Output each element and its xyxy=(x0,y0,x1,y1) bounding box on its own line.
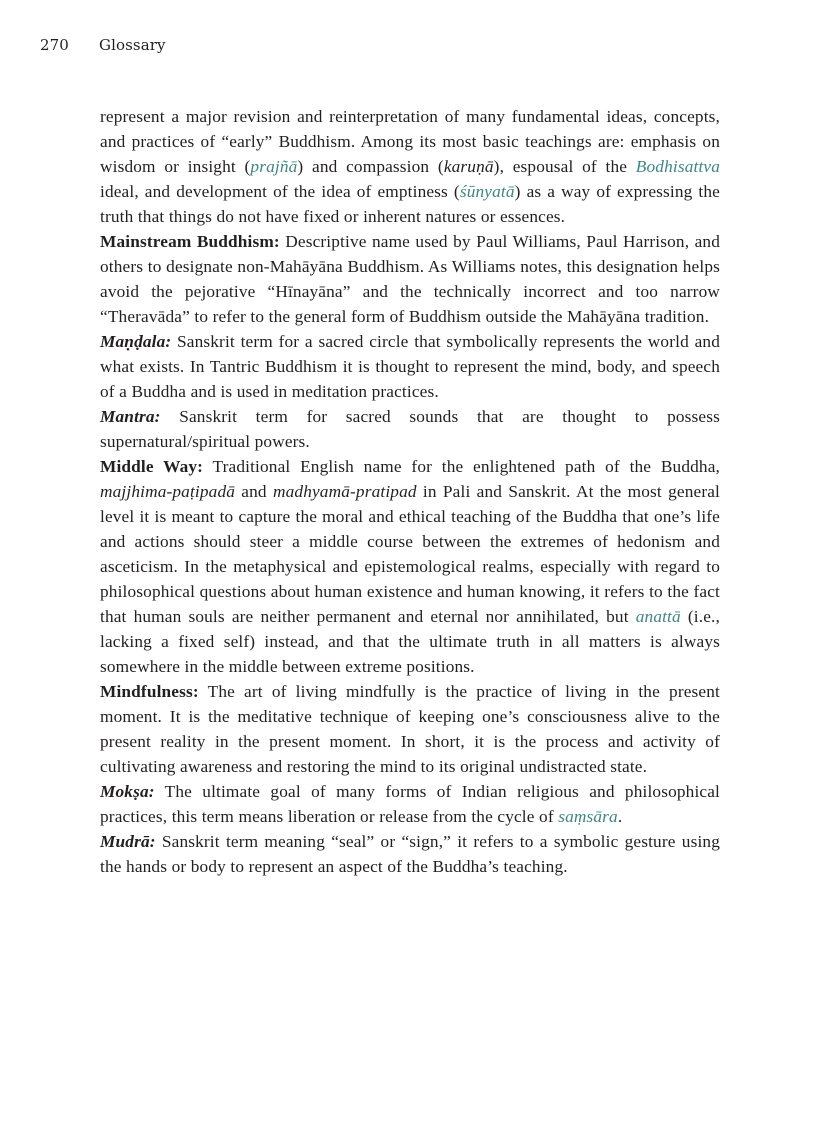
entry-definition: The art of living mindfully is the practice of living in the present moment. It is the meditative technique of keeping one’s consciousness alive to the present reality in the present moment. In short, it is the process and activity of cultivating awareness and restoring the mind to its original undistracted state. xyxy=(100,682,720,776)
glossary-entry-mandala xyxy=(100,329,720,404)
glossary-entry-mainstream-buddhism xyxy=(100,229,720,329)
entry-term: Mudrā: xyxy=(100,832,156,851)
entry-definition: in Pali and Sanskrit. At the most general level it is meant to capture the moral and ethical teaching of the Buddha that one’s life and actions should steer a middle course between the extremes of hedonism and asceticism. In the metaphysical and epistemological realms, especially with regard to philosophical questions about human existence and human knowing, it refers to the fact that human souls are neither permanent and eternal nor annihilated, but xyxy=(100,482,720,626)
entry-text: ), espousal of the xyxy=(493,157,636,176)
entry-term: Middle Way: xyxy=(100,457,204,476)
glossary-entry-mantra xyxy=(100,404,720,454)
entry-text: ) and compassion ( xyxy=(297,157,444,176)
entry-text: ideal, and development of the idea of emptiness ( xyxy=(100,182,460,201)
cross-reference-prajna[interactable]: prajñā xyxy=(250,157,298,176)
entry-definition: Sanskrit term for a sacred circle that symbolically represents the world and what exists. In Tantric Buddhism it is thought to represent the mind, body, and speech of a Buddha and is used in meditation practices. xyxy=(100,332,720,401)
running-head xyxy=(40,36,166,54)
entry-definition: (i.e., lacking a fixed self) instead, and that the ultimate truth in all matters is always somewhere in the middle between extreme positions. xyxy=(100,607,720,676)
entry-definition: Traditional English name for the enlightened path of the Buddha, xyxy=(203,457,720,476)
glossary-entry-moksa xyxy=(100,779,720,829)
running-title: Glossary xyxy=(99,36,166,54)
glossary-entry-mindfulness xyxy=(100,679,720,779)
entry-text: represent a major revision and reinterpretation of many fundamental ideas, concepts, and practices of “early” Buddhism. Among its most basic teachings are: emphasis on wisdom or insight ( xyxy=(100,107,720,176)
italic-term-majjhima-patipada: majjhima-paṭipadā xyxy=(100,482,236,501)
entry-text: ) as a way of expressing the truth that things do not have fixed or inherent natures or essences. xyxy=(100,182,720,226)
entry-term: Mindfulness: xyxy=(100,682,199,701)
italic-term-madhyama-pratipad: madhyamā-pratipad xyxy=(272,482,417,501)
glossary-entry-mudra xyxy=(100,829,720,879)
entry-term: Mokṣa: xyxy=(100,782,155,801)
entry-definition: Descriptive name used by Paul Williams, Paul Harrison, and others to designate non-Mahāyāna Buddhism. As Williams notes, this designation helps avoid the pejorative “Hīnayāna” and the technically incorrect and too narrow “Theravāda” to refer to the general form of Buddhism outside the Mahāyāna tradition. xyxy=(100,232,720,326)
cross-reference-anatta[interactable]: anattā xyxy=(635,607,681,626)
glossary-entry-middle-way xyxy=(100,454,720,679)
glossary-body xyxy=(100,104,720,879)
entry-term: Mantra: xyxy=(100,407,161,426)
entry-term: Mainstream Buddhism: xyxy=(100,232,280,251)
entry-term: Maṇḍala: xyxy=(100,332,172,351)
entry-definition: Sanskrit term meaning “seal” or “sign,” it refers to a symbolic gesture using the hands or body to represent an aspect of the Buddha’s teaching. xyxy=(100,832,720,876)
entry-definition: . xyxy=(617,807,623,826)
italic-term-karuna: karuṇā xyxy=(443,157,494,176)
cross-reference-samsara[interactable]: saṃsāra xyxy=(558,807,618,826)
cross-reference-sunyata[interactable]: śūnyatā xyxy=(459,182,515,201)
entry-definition: and xyxy=(235,482,273,501)
cross-reference-bodhisattva[interactable]: Bodhisattva xyxy=(635,157,721,176)
glossary-entry-continuation xyxy=(100,104,720,229)
entry-definition: The ultimate goal of many forms of Indian religious and philosophical practices, this term means liberation or release from the cycle of xyxy=(100,782,720,826)
page-number: 270 xyxy=(40,36,69,54)
entry-definition: Sanskrit term for sacred sounds that are thought to possess supernatural/spiritual powers. xyxy=(100,407,720,451)
